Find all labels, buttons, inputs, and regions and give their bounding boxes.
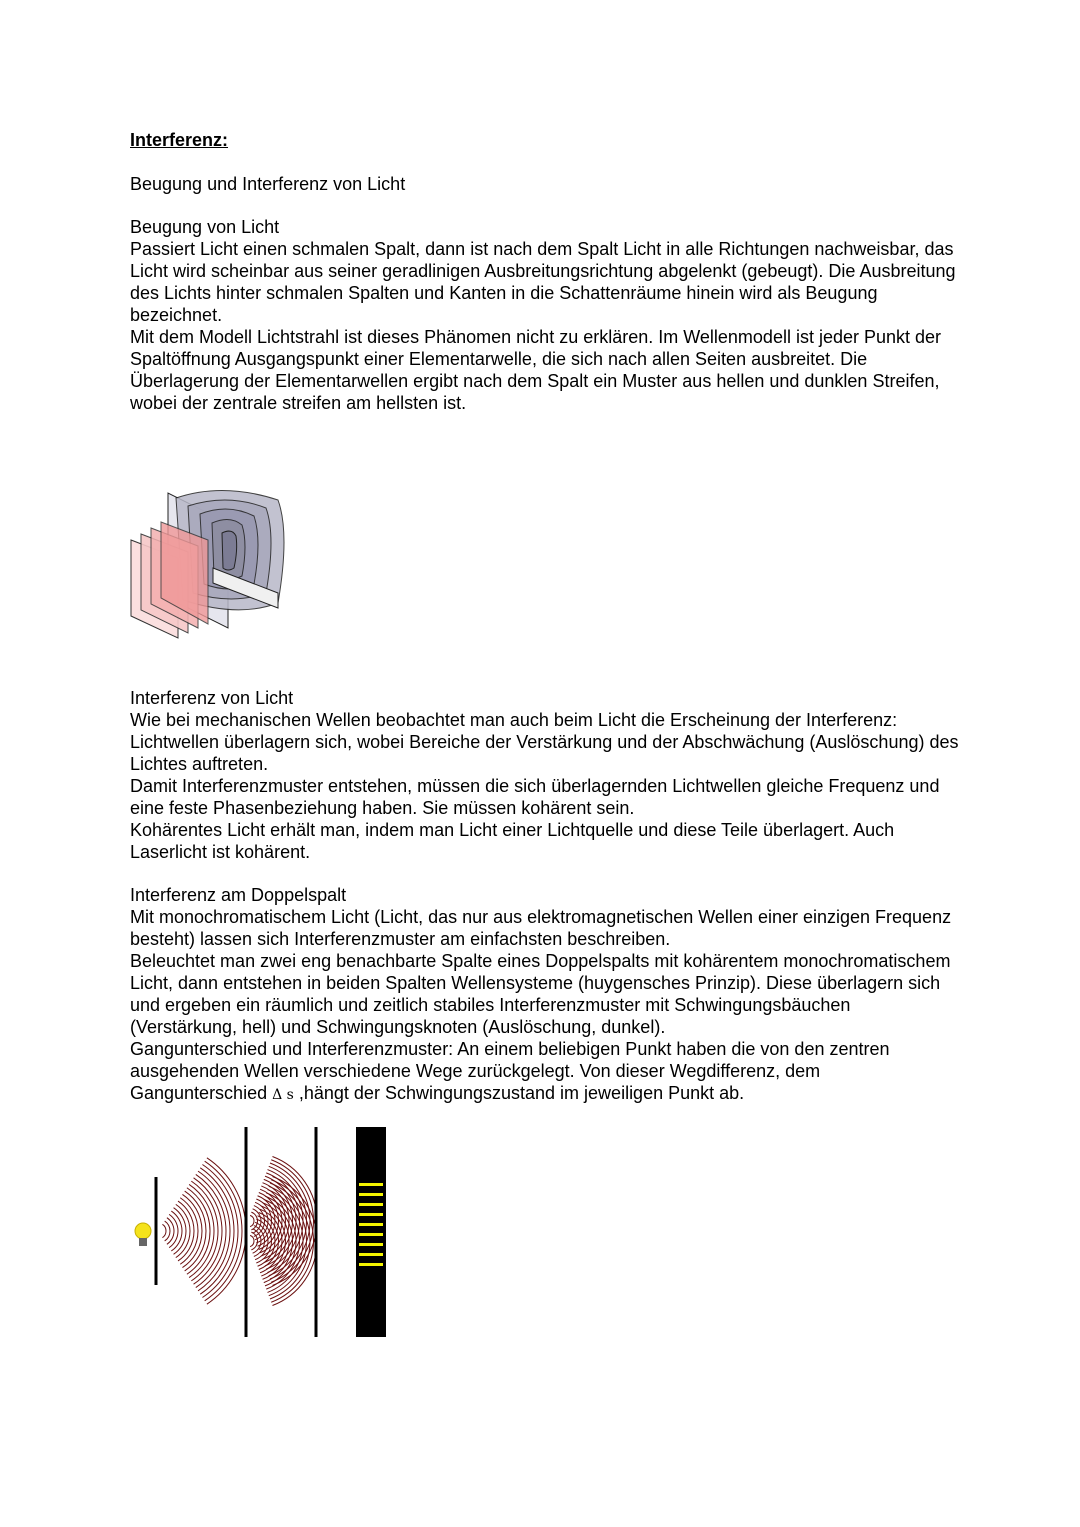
delta-s-symbol: Δ s	[272, 1087, 294, 1103]
section-beugung	[130, 216, 960, 414]
paragraph: Kohärentes Licht erhält man, indem man Licht einer Lichtquelle und diese Teile überlagert. Auch Laserlicht ist kohärent.	[130, 820, 895, 862]
section-heading: Beugung von Licht	[130, 217, 280, 237]
incoming-plane-waves	[131, 522, 208, 638]
paragraph: Wie bei mechanischen Wellen beobachtet man auch beim Licht die Erscheinung der Interferenz: Lichtwellen überlagern sich, wobei Bereiche der Verstärkung und der Abschwächung (Auslöschung) des Lichtes auftreten.	[130, 710, 959, 774]
double-slit-diagram	[128, 1125, 398, 1340]
waves-from-slits	[250, 1156, 317, 1305]
wave-front	[162, 1224, 166, 1237]
light-bulb-icon	[135, 1223, 151, 1246]
wave-front	[196, 1174, 226, 1287]
interference-screen	[356, 1127, 386, 1337]
paragraph: Damit Interferenzmuster entstehen, müssen die sich überlagernden Lichtwellen gleiche Frequenz und eine feste Phasenbeziehung haben. Sie müssen kohärent sein.	[130, 776, 940, 818]
paragraph: Mit dem Modell Lichtstrahl ist dieses Phänomen nicht zu erklären. Im Wellenmodell ist jeder Punkt der Spaltöffnung Ausgangspunkt einer Elementarwelle, die sich nach allen Seiten ausbreitet. Die Überlagerung der Elementarwellen ergibt nach dem Spalt ein Muster aus hellen und dunklen Streifen, wobei der zentrale streifen am hellsten ist.	[130, 327, 942, 413]
bright-fringe	[359, 1263, 383, 1266]
section-heading: Interferenz von Licht	[130, 688, 294, 708]
section-interferenz	[130, 687, 960, 863]
bright-fringe	[359, 1243, 383, 1246]
bright-fringe	[359, 1213, 383, 1216]
paragraph: Passiert Licht einen schmalen Spalt, dann ist nach dem Spalt Licht in alle Richtungen nachweisbar, das Licht wird scheinbar aus seiner geradlinigen Ausbreitungsrichtung abgelenkt (gebeugt). Die Ausbreitung des Lichts hinter schmalen Spalten und Kanten in die Schattenräume hinein wird als Beugung bezeichnet.	[130, 239, 956, 325]
page-subtitle: Beugung und Interferenz von Licht	[130, 174, 406, 194]
bright-fringe	[359, 1233, 383, 1236]
diffraction-diagram	[128, 488, 308, 648]
bright-fringe	[359, 1183, 383, 1186]
paragraph	[130, 1038, 960, 1106]
paragraph: Beleuchtet man zwei eng benachbarte Spalte eines Doppelspalts mit kohärentem monochromatischem Licht, dann entstehen in beiden Spalten Wellensysteme (huygensches Prinzip). Diese überlagern sich und ergeben ein räumlich und zeitlich stabiles Interferenzmuster mit Schwingungsbäuchen (Verstärkung, hell) und Schwingungsknoten (Auslöschung, dunkel).	[130, 951, 951, 1037]
waves-from-source	[162, 1158, 246, 1304]
paragraph-tail: ,hängt der Schwingungszustand im jeweiligen Punkt ab.	[298, 1083, 745, 1103]
bright-fringe	[359, 1203, 383, 1206]
wave-front	[165, 1221, 170, 1241]
bright-fringes	[359, 1183, 383, 1266]
section-heading: Interferenz am Doppelspalt	[130, 885, 347, 905]
page-title: Interferenz:	[130, 130, 229, 150]
wave-front	[250, 1235, 254, 1246]
section-doppelspalt	[130, 884, 960, 1106]
wave-front	[185, 1191, 206, 1271]
wave-front	[250, 1215, 254, 1226]
bright-fringe	[359, 1193, 383, 1196]
document-page	[130, 128, 960, 414]
paragraph: Mit monochromatischem Licht (Licht, das nur aus elektromagnetischen Wellen einer einzigen Frequenz besteht) lassen sich Interferenzmuster am einfachsten beschreiben.	[130, 907, 952, 949]
paragraph-text: Gangunterschied und Interferenzmuster: An einem beliebigen Punkt haben die von den zentren ausgehenden Wellen verschiedene Wege zurückgelegt. Von dieser Wegdifferenz, dem Gangunterschied	[130, 1039, 890, 1103]
bright-fringe	[359, 1253, 383, 1256]
bright-fringe	[359, 1223, 383, 1226]
